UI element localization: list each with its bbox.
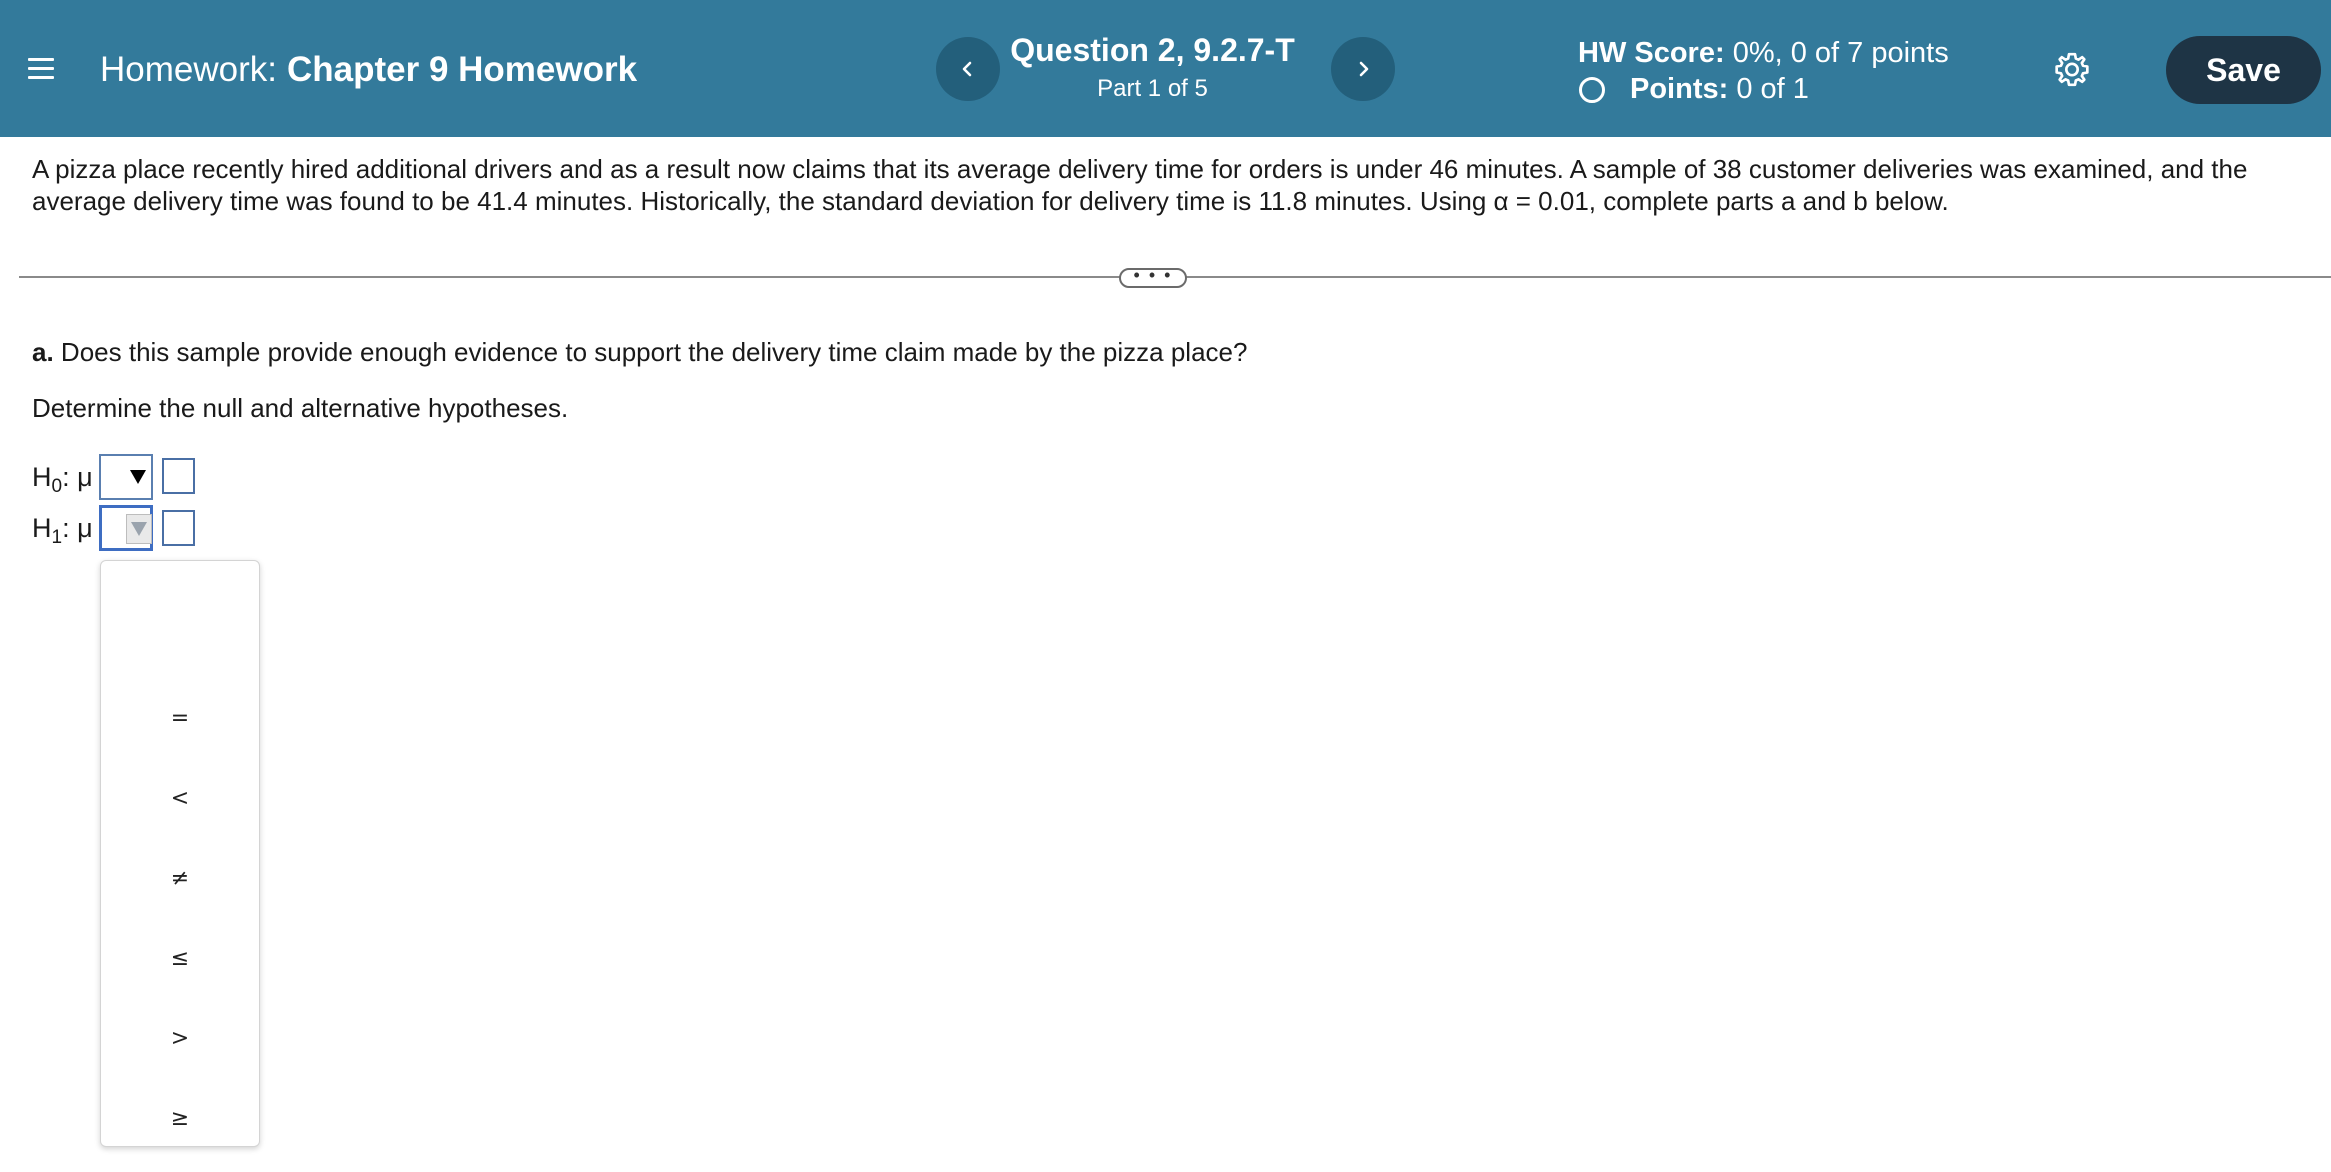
part-a-label: a.: [32, 337, 54, 367]
alternative-hypothesis-label: [32, 512, 93, 554]
dropdown-option-equals[interactable]: =: [170, 706, 190, 731]
hamburger-menu-icon[interactable]: [22, 49, 62, 89]
triangle-down-icon: [129, 469, 147, 485]
null-hypothesis-operator-select[interactable]: [99, 454, 153, 500]
points: [1630, 70, 1809, 108]
h0-subscript: 0: [51, 476, 63, 497]
dropdown-option-less-or-equal[interactable]: ≤: [170, 946, 190, 971]
top-header-bar: [0, 0, 2331, 137]
instruction-text: Determine the null and alternative hypotheses.: [32, 393, 569, 423]
null-hypothesis-value-input[interactable]: [162, 458, 195, 494]
problem-statement: [32, 153, 2302, 217]
part-a-text: Does this sample provide enough evidence to support the delivery time claim made by the pizza place?: [60, 337, 1248, 367]
h1-param: : μ: [62, 513, 93, 543]
h1-symbol: H: [32, 513, 52, 543]
dropdown-arrow: [126, 514, 152, 544]
chevron-right-icon: [1353, 59, 1373, 79]
alternative-hypothesis-value-input[interactable]: [162, 510, 195, 546]
points-label: Points:: [1630, 73, 1729, 105]
dropdown-option-greater-or-equal[interactable]: ≥: [170, 1106, 190, 1131]
alternative-hypothesis-operator-select[interactable]: [99, 505, 153, 551]
next-question-button[interactable]: [1331, 37, 1395, 101]
null-hypothesis-label: [32, 461, 93, 503]
gear-icon[interactable]: [2052, 50, 2092, 90]
part-a-question: [32, 336, 1247, 368]
h0-param: : μ: [62, 462, 93, 492]
dropdown-arrow: [125, 462, 151, 492]
h0-symbol: H: [32, 462, 52, 492]
operator-dropdown-menu: [100, 560, 260, 1147]
points-value: 0 of 1: [1736, 73, 1809, 105]
circle-outline-icon: [1579, 77, 1605, 103]
hw-score-label: HW Score:: [1578, 37, 1725, 69]
hw-score-value: 0%, 0 of 7 points: [1732, 37, 1949, 69]
question-title: Question 2, 9.2.7-T: [1010, 32, 1295, 68]
dropdown-option-greater-than[interactable]: >: [170, 1026, 190, 1051]
save-button[interactable]: Save: [2166, 36, 2321, 104]
question-part: Part 1 of 5: [1097, 75, 1208, 102]
problem-statement-line: A pizza place recently hired additional drivers and as a result now claims that its average delivery time for orders is under 46 minutes. A sample of 38 customer deliveries was examined, and the: [32, 154, 2248, 184]
homework-name: Chapter 9 Homework: [286, 50, 638, 89]
homework-prefix: Homework:: [100, 50, 277, 89]
dropdown-option-not-equal[interactable]: ≠: [170, 866, 190, 891]
hw-score: [1578, 34, 1949, 72]
homework-title: [100, 48, 637, 92]
triangle-down-icon: [130, 521, 148, 537]
h1-subscript: 1: [51, 527, 63, 548]
dropdown-option-less-than[interactable]: <: [170, 786, 190, 811]
problem-statement-line: average delivery time was found to be 41.4 minutes. Historically, the standard deviation for delivery time is 11.8 minutes. Using α = 0.01, complete parts a and b below.: [32, 186, 1949, 216]
expand-problem-button[interactable]: • • •: [1119, 268, 1187, 288]
